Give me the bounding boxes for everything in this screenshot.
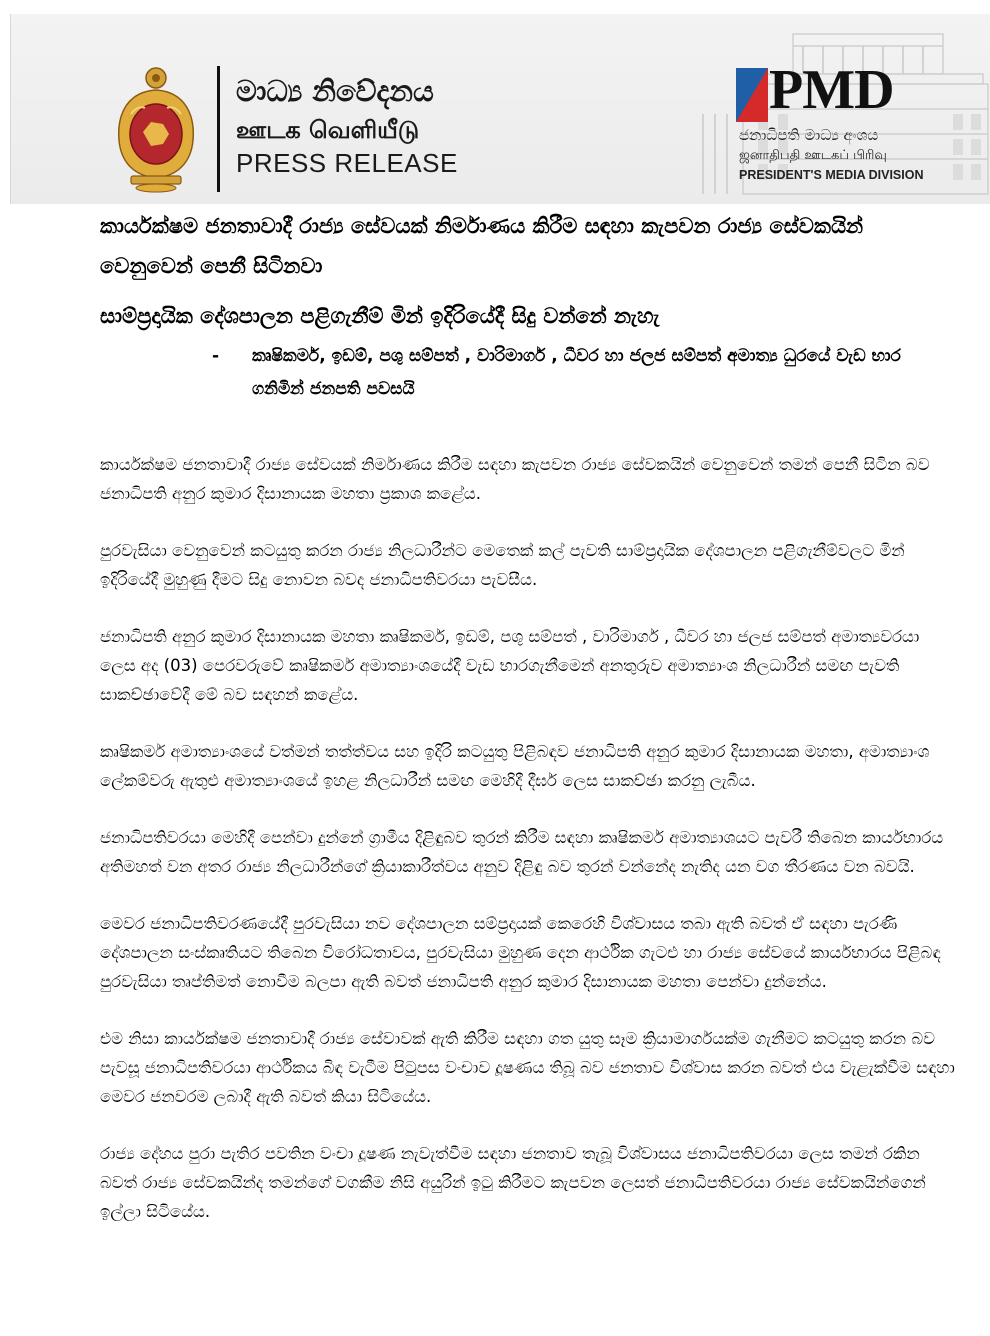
pmd-logo-text: PMD bbox=[769, 59, 894, 121]
byline-text: කෘෂිකර්ම, ඉඩම්, පශු සම්පත් , වාරිමාර්ග , ධීවර හා ජලජ සම්පත් අමාත්‍ය ධුරයේ වැඩ භාර ගනිමින් ජනපති පවසයි bbox=[252, 346, 901, 399]
pmd-name-english: PRESIDENT'S MEDIA DIVISION bbox=[739, 168, 924, 182]
paragraph-2: පුරවැසියා වෙනුවෙන් කටයුතු කරන රාජ්‍ය නිලධාරීන්ට මෙතෙක් කල් පැවති සාම්ප්‍රදායික දේශපාලන පළිගැනීම්වලට මින් ඉදිරියේදී මුහුණු දීමට සිදු නොවන බවද ජනාධිපතිවරයා පැවසීය. bbox=[100, 541, 905, 589]
pmd-name-sinhala: ජනාධිපති මාධ්‍ය අංශය bbox=[739, 126, 879, 144]
sri-lanka-emblem-icon bbox=[111, 64, 201, 194]
paragraph-3: ජනාධිපති අනුර කුමාර දිසානායක මහතා කෘෂිකර්ම, ඉඩම්, පශු සම්පත් , වාරිමාර්ග , ධීවර හා ජලජ සම්පත් අමාත්‍යවරයා ලෙස අද (03) පෙරවරුවේ කෘෂිකර්ම අමාත්‍යාංශයේදී වැඩ භාරගැනීමෙන් අනතුරුව අමාත්‍යාංශ නිලධාරීන් සමඟ පැවති සාකච්ඡාවේදී මේ බව සඳහන් කළේය. bbox=[100, 627, 920, 704]
article-body bbox=[100, 206, 960, 1226]
byline-dash: - bbox=[212, 346, 220, 366]
press-release-header bbox=[10, 14, 990, 204]
paragraph-1: කාර්යක්ෂම ජනතාවාදී රාජ්‍ය සේවයක් නිර්මාණය කිරීම සඳහා කැපවන රාජ්‍ය සේවකයින් වෙනුවෙන් තමන් පෙනී සිටින බව ජනාධිපති අනුර කුමාර දිසානායක මහතා ප්‍රකාශ කළේය. bbox=[100, 455, 930, 503]
page-top-margin bbox=[0, 0, 990, 14]
paragraph-8: රාජ්‍ය දේහය පුරා පැතිර පවතින වංචා දූෂණ නැවැත්වීම සඳහා ජනතාව තැබූ විශ්වාසය ජනාධිපතිවරයා ලෙස තමන් රකින බවත් රාජ්‍ය සේවකයින්ද තමන්ගේ වගකීම නිසි අයුරින් ඉටු කිරීමට කැපවන ලෙසත් ජනාධිපතිවරයා රාජ්‍ය සේවකයින්ගෙන් ඉල්ලා සිටියේය. bbox=[100, 1144, 926, 1221]
paragraph-5: ජනාධිපතිවරයා මෙහිදී පෙන්වා දුන්නේ ග්‍රාමීය දිළිඳුබව තුරන් කිරීම සඳහා කෘෂිකර්ම අමාත්‍යාශයට පැවරී තිබෙන කාර්යභාරය අතිමහත් වන අතර රාජ්‍ය නිලධාරීන්ගේ ක්‍රියාකාරීත්වය අනුව දිළිඳු බව තුරන් වන්නේද නැතිද යන වග තීරණය වන බවයි. bbox=[100, 828, 944, 876]
paragraph-4: කෘෂිකර්ම අමාත්‍යාංශයේ වත්මන් තත්ත්වය සහ ඉදිරි කටයුතු පිළිබඳව ජනාධිපති අනුර කුමාර දිසානායක මහතා, අමාත්‍යාංශ ලේකම්වරු ඇතුළු අමාත්‍යාංශයේ ඉහළ නිලධාරීන් සමඟ මෙහිදී දීර්ඝ ලෙස සාකච්ඡා කරනු ලැබීය. bbox=[100, 742, 930, 790]
article-headline: කාර්යක්ෂම ජනතාවාදී රාජ්‍ය සේවයක් නිර්මාණය කිරීම සඳහා කැපවන රාජ්‍ය සේවකයින් වෙනුවෙන් පෙනී සිටිනවා bbox=[100, 214, 864, 278]
paragraph-6: මෙවර ජනාධිපතිවරණයේදී පුරවැසියා නව දේශපාලන සම්ප්‍රදායක් කෙරෙහි විශ්වාසය තබා ඇති බවත් ඒ සඳහා පැරණි දේශපාලන සංස්කෘතියට තිබෙන විරෝධතාවය, පුරවැසියා මුහුණ දෙන ආර්ථික ගැටළු හා රාජ්‍ය සේවයේ කාර්යභාරය පිළිබඳ පුරවැසියා තෘප්තිමත් නොවීම බලපා ඇති බවත් ජනාධිපති අනුර කුමාර දිසානායක මහතා පෙන්වා දුන්නේය. bbox=[100, 914, 941, 991]
press-release-title-english: PRESS RELEASE bbox=[236, 148, 458, 178]
article-subheadline: සාම්ප්‍රදායික දේශපාලන පළිගැනීම් මින් ඉදිරියේදී සිදු වන්නේ නැහැ bbox=[100, 304, 660, 328]
press-release-title-sinhala: මාධ්‍ය නිවේදනය bbox=[236, 74, 434, 108]
pmd-name-tamil: ஜனாதிபதி ஊடகப் பிரிவு bbox=[739, 148, 887, 163]
article-byline bbox=[212, 340, 960, 406]
press-release-title-tamil: ஊடக வெளியீடு bbox=[236, 116, 420, 144]
header-divider bbox=[217, 66, 220, 192]
paragraph-7: එම නිසා කාර්යක්ෂම ජනතාවාදී රාජ්‍ය සේවාවක් ඇති කිරීම සඳහා ගත යුතු සෑම ක්‍රියාමාර්ගයක්ම ගැනීමට කටයුතු කරන බව පැවසූ ජනාධිපතිවරයා ආර්ථිකය බිඳ වැටීම පිටුපස වංචාව දූෂණය තිබූ බව ජනතාව විශ්වාස කරන බවත් එය වැළැක්වීම සඳහා මෙවර ජනවරම ලබාදී ඇති බවත් කියා සිටියේය. bbox=[100, 1029, 955, 1106]
pmd-logo-mark-icon bbox=[736, 68, 768, 122]
